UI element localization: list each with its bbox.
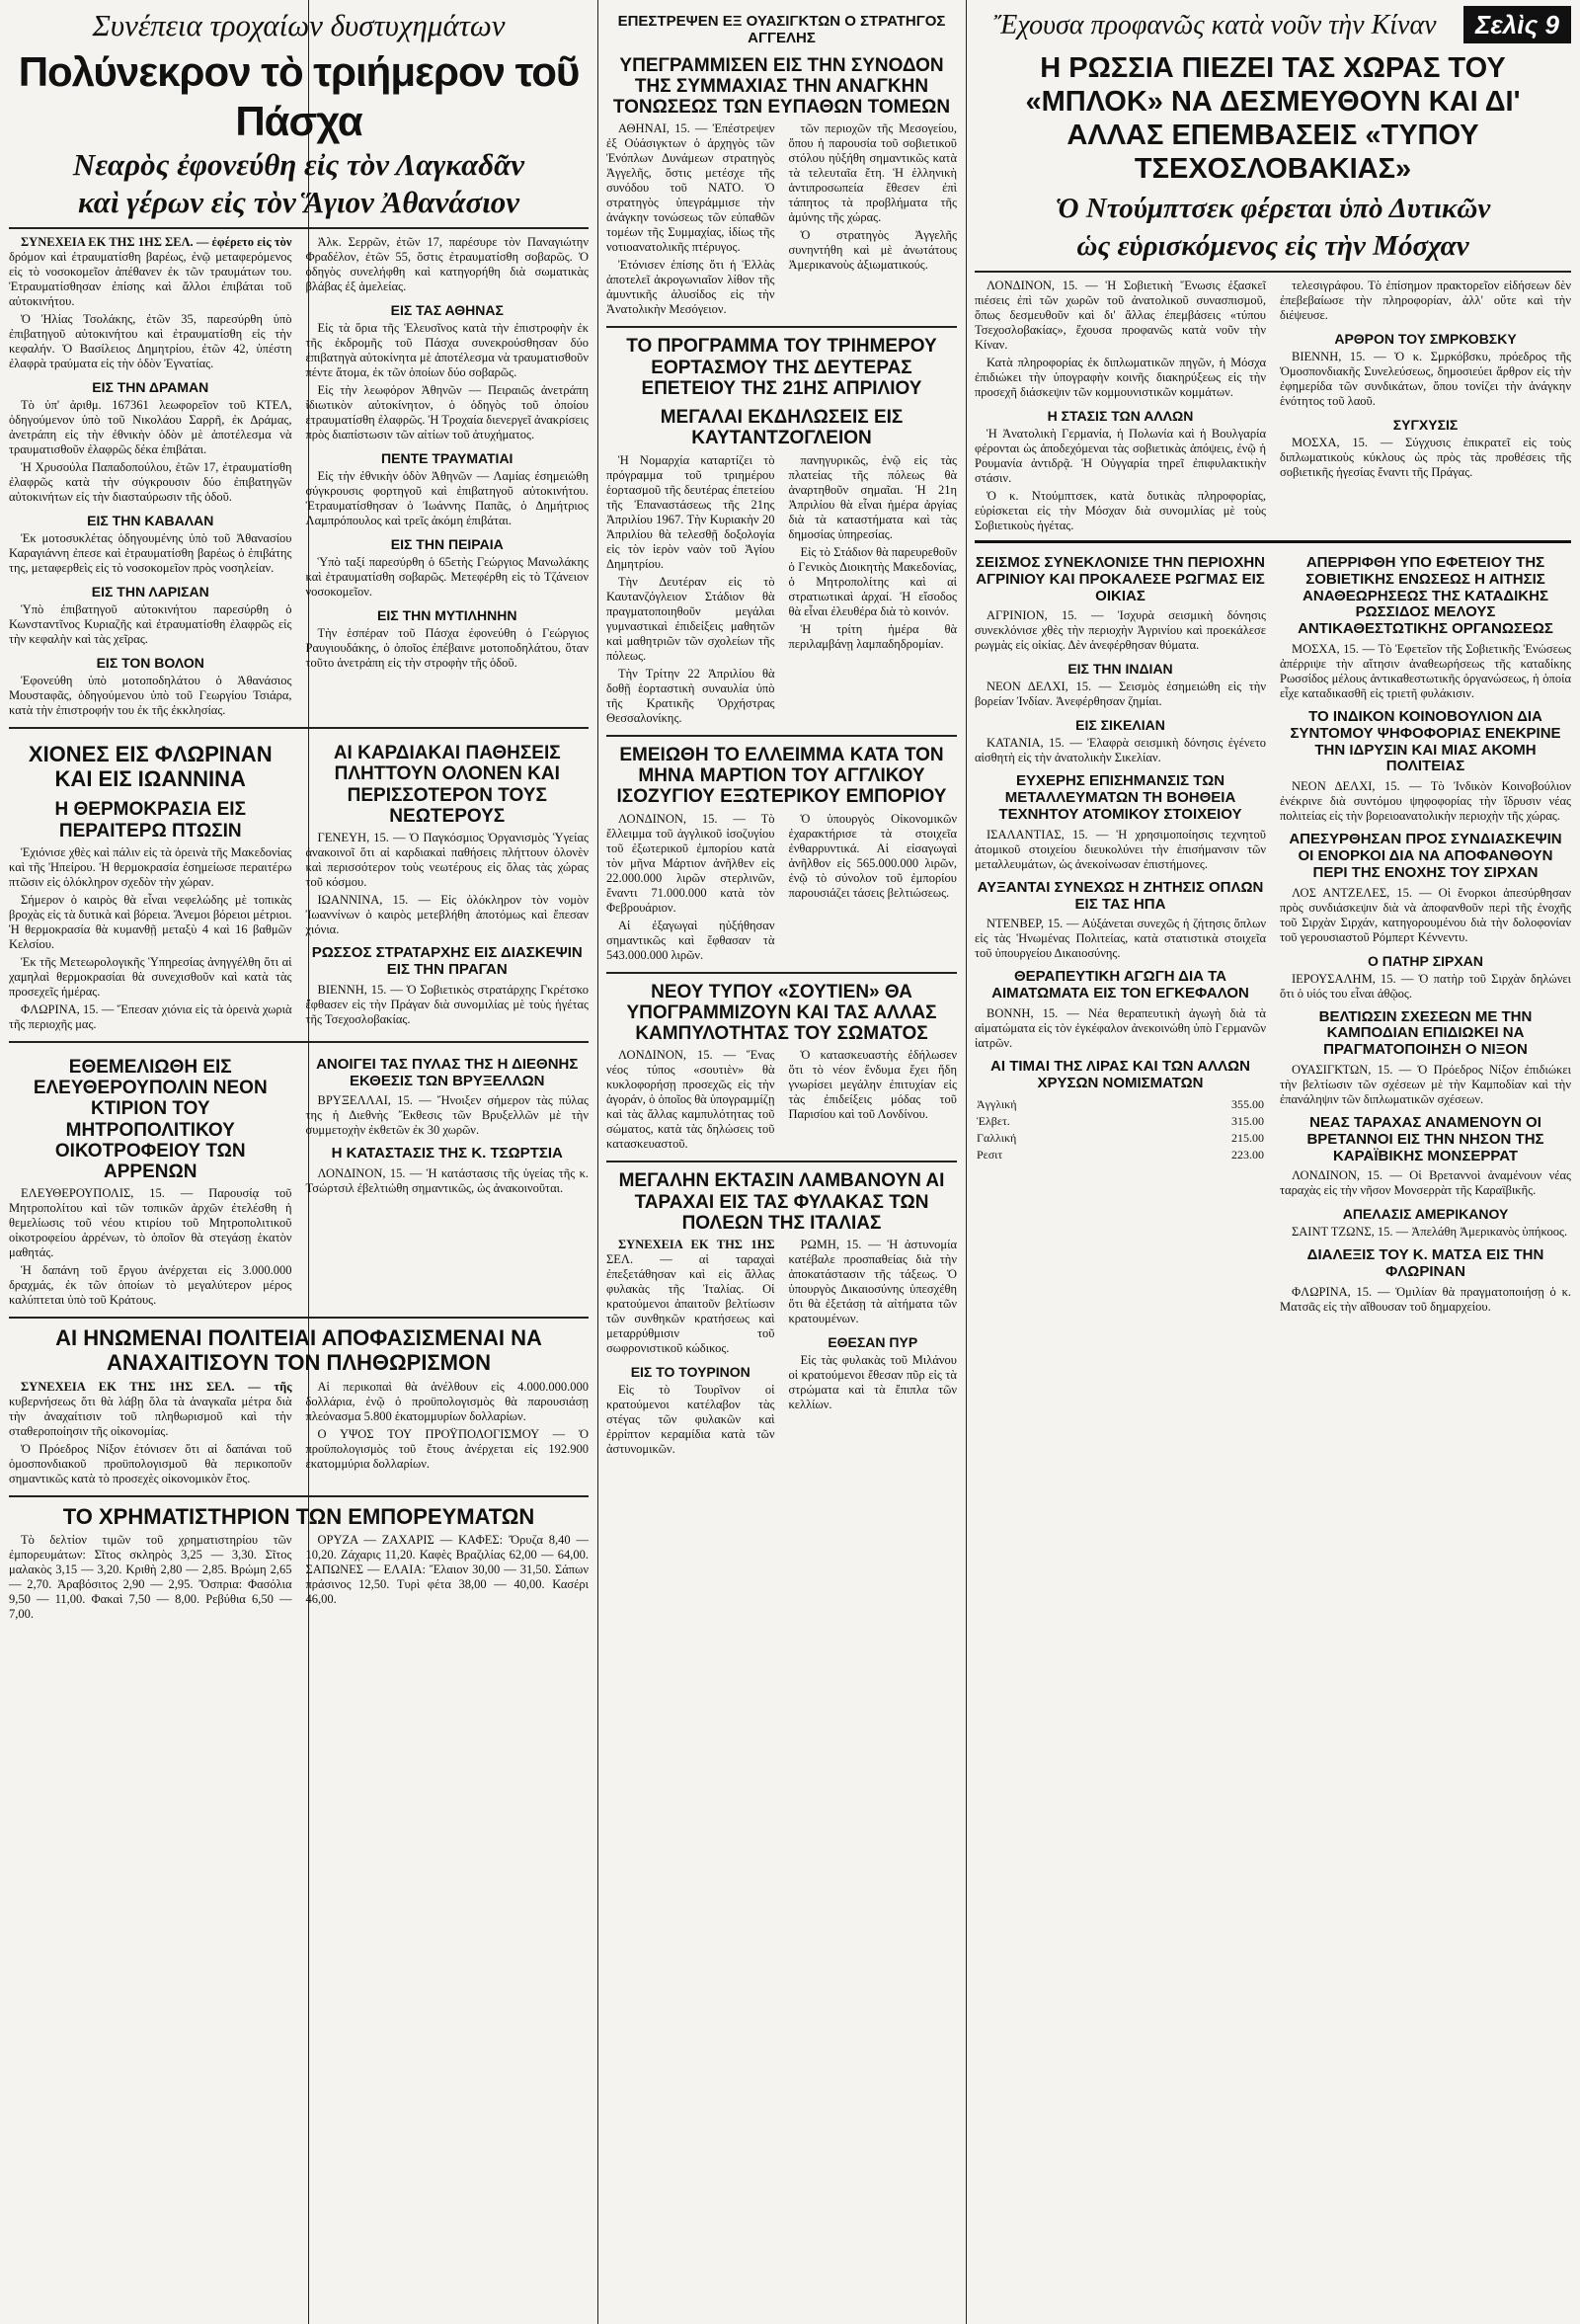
right-kicker: Ἔχουσα προφανῶς κατὰ νοῦν τὴν Κίναν bbox=[993, 10, 1437, 40]
body-text: Ἡ τρίτη ἡμέρα θὰ περιλαμβάνῃ λαμπαδηδρομίαν. bbox=[788, 621, 957, 651]
body-text: ΕΛΕΥΘΕΡΟΥΠΟΛΙΣ, 15. — Παρουσίᾳ τοῦ Μητροπολίτου καὶ τῶν τοπικῶν ἀρχῶν ἐτελέσθη ἡ θεμελίωσις τοῦ νέου κτιρίου τοῦ Μητροπολιτικοῦ οἰκοτροφείου ἀρρένων, τὸ ὁποῖον θὰ στεγάσῃ ἑκατὸν μαθητάς. bbox=[9, 1186, 292, 1260]
body-text: ΛΟΣ ΑΝΤΖΕΛΕΣ, 15. — Οἱ ἔνορκοι ἀπεσύρθησαν πρὸς συνδιάσκεψιν διὰ νὰ ἀποφανθοῦν περὶ τῆς ἐνοχῆς τοῦ Σιρχὰν Σιρχάν, κατηγορουμένου διὰ τὴν δολοφονίαν τοῦ γερουσιαστοῦ Ρόμπερτ Κέννεντυ. bbox=[1280, 885, 1571, 944]
body-text: ΙΕΡΟΥΣΑΛΗΜ, 15. — Ὁ πατὴρ τοῦ Σιρχὰν δηλώνει ὅτι ὁ υἱός του εἶναι ἀθῷος. bbox=[1280, 971, 1571, 1001]
headline-temperature: Η ΘΕΡΜΟΚΡΑΣΙΑ ΕΙΣ ΠΕΡΑΙΤΕΡΩ ΠΤΩΣΙΝ bbox=[54, 799, 246, 841]
body-text: Ἀλκ. Σερρῶν, ἐτῶν 17, παρέσυρε τὸν Παναγιώτην Φραδέλον, ἐτῶν 55, ὅστις ἐτραυματίσθη σοβαρῶς. Ὁ ὁδηγὸς συνελήφθη καὶ κατηγορήθη διὰ σωματικὰς βλάβας ἐξ ἀμελείας. bbox=[305, 235, 589, 293]
section-heading: ΕΙΣ ΤΗΝ ΚΑΒΑΛΑΝ bbox=[87, 513, 214, 528]
body-text: ΜΟΣΧΑ, 15. — Τὸ Ἐφετεῖον τῆς Σοβιετικῆς Ἑνώσεως ἀπέρριψε τὴν αἴτησιν ἀναθεωρήσεως τῆς καταδίκης Ρωσσίδος μέλους ἀντικαθεστωτικῆς ὀργανώσεως, ἡ ὁποία εἶχε καταδικασθῆ εἰς τριετῆ φυλάκισιν. bbox=[1280, 641, 1571, 700]
body-text: Ἡ δαπάνη τοῦ ἔργου ἀνέρχεται εἰς 3.000.000 δραχμάς, ἐκ τῶν ὁποίων τὸ μεγαλύτερον μέρος καλύπτεται ὑπὸ τοῦ Κράτους. bbox=[9, 1263, 292, 1308]
headline-trade-deficit: ΕΜΕΙΩΘΗ ΤΟ ΕΛΛΕΙΜΜΑ ΚΑΤΑ ΤΟΝ ΜΗΝΑ ΜΑΡΤΙΟΝ ΤΟΥ ΑΓΓΛΙΚΟΥ ΙΣΟΖΥΓΙΟΥ ΕΞΩΤΕΡΙΚΟΥ ΕΜΠΟΡΙΟΥ bbox=[616, 744, 947, 808]
column-1a-lower-4 bbox=[9, 1533, 292, 1625]
gold-prices-table bbox=[975, 1096, 1266, 1163]
body-text: Ὑπὸ ἐπιβατηγοῦ αὐτοκινήτου παρεσύρθη ὁ Κωνσταντῖνος Κυριαζῆς καὶ ἐτραυματίσθη ἐλαφρῶς εἰς τὴν κεφαλὴν καὶ τὰς χεῖρας. bbox=[9, 602, 292, 646]
mid-two-col-body-3 bbox=[606, 812, 957, 966]
coin-price: 223.00 bbox=[1231, 1147, 1264, 1162]
mid-col-b-5 bbox=[789, 1238, 958, 1460]
body-text: ΚΑΤΑΝΙΑ, 15. — Ἐλαφρὰ σεισμικὴ δόνησις ἐγένετο αἰσθητὴ εἰς τὴν ἀνατολικὴν Σικελίαν. bbox=[975, 736, 1266, 765]
left-subheadline-1: Νεαρὸς ἐφονεύθη εἰς τὸν Λαγκαδᾶν bbox=[72, 147, 525, 182]
left-subheadline-2: καὶ γέρων εἰς τὸν Ἅγιον Ἀθανάσιον bbox=[77, 185, 520, 219]
body-text: ΝΕΟΝ ΔΕΛΧΙ, 15. — Σεισμὸς ἐσημειώθη εἰς τὴν βορείαν Ἰνδίαν. Ἀνεφέρθησαν ζημίαι. bbox=[975, 680, 1266, 709]
right-col-a bbox=[975, 279, 1266, 536]
column-1b-lower bbox=[306, 735, 590, 1035]
section-heading: ΑΡΘΡΟΝ ΤΟΥ ΣΜΡΚΟΒΣΚΥ bbox=[1334, 331, 1517, 347]
mid-two-col-body-5 bbox=[606, 1238, 957, 1460]
body-text: ΒΙΕΝΝΗ, 15. — Ὁ κ. Σμρκόβσκυ, πρόεδρος τῆς Ὁμοσπονδιακῆς Συνελεύσεως, δημοσιεύει ἄρθρον εἰς τὴν ἐφημερίδα τῶν συνδικάτων, ὅπου τονίζει τὴν ἀνάγκην ἑνότητος τοῦ λαοῦ. bbox=[1280, 350, 1571, 408]
body-text: Ἐχιόνισε χθὲς καὶ πάλιν εἰς τὰ ὀρεινὰ τῆς Μακεδονίας καὶ τῆς Ἠπείρου. Ἡ θερμοκρασία ἐσημείωσε περαιτέρω πτῶσιν εἰς ὁλόκληρον σχεδὸν τὴν χώραν. bbox=[9, 844, 292, 889]
body-text: ΣΥΝΕΧΕΙΑ ΕΚ ΤΗΣ 1ΗΣ ΣΕΛ. — τῆς κυβερνήσεως ὅτι θὰ λάβῃ ὅλα τὰ ἀναγκαῖα μέτρα διὰ τὴν ἀναχαίτισιν τοῦ πληθωρισμοῦ καὶ τὴν σταθεροποίησιν τῆς οἰκονομίας. bbox=[9, 1379, 292, 1438]
mid-col-a-4 bbox=[606, 1048, 775, 1155]
left-two-col-body-4 bbox=[9, 1380, 589, 1489]
body-text: ΣΥΝΕΧΕΙΑ ΕΚ ΤΗΣ 1ΗΣ ΣΕΛ. — αἱ ταραχαὶ ἐπεξετάθησαν καὶ εἰς ἄλλας φυλακὰς τῆς Ἰταλίας. Οἱ κρατούμενοι ἀπαιτοῦν βελτίωσιν τῶν συνθηκῶν κρατήσεως καὶ μεταρρύθμισιν τοῦ σωφρονιστικοῦ κώδικος. bbox=[606, 1238, 775, 1356]
left-two-col-body-2 bbox=[9, 735, 589, 1035]
coin-price: 215.00 bbox=[1231, 1130, 1264, 1145]
body-text: Ὁ Πρόεδρος Νίξον ἐτόνισεν ὅτι αἱ δαπάναι τοῦ ὁμοσπονδιακοῦ προϋπολογισμοῦ θὰ περικοποῦν σημαντικῶς κατὰ τὸ προσεχὲς οἰκονομικὸν ἔτος. bbox=[9, 1441, 292, 1485]
body-text: Τὸ δελτίον τιμῶν τοῦ χρηματιστηρίου τῶν ἐμπορευμάτων: Σῖτος σκληρὸς 3,25 — 3,30. Σῖτος μαλακὸς 3,15 — 3,20. Κριθὴ 2,80 — 2,85. Βρώμη 2,65 — 2,70. Ἀραβόσιτος 2,90 — 2,95. Ὄσπρια: Φασόλια 9,50 — 11,00. Φακαὶ 7,50 — 8,00. Ρεβύθια 6,50 — 7,00. bbox=[9, 1533, 292, 1622]
section-heading: ΠΕΝΤΕ ΤΡΑΥΜΑΤΙΑΙ bbox=[381, 450, 514, 466]
body-text: Ἐκ μοτοσυκλέτας ὁδηγουμένης ὑπὸ τοῦ Ἀθανασίου Καραγιάννη ἐπεσε καὶ ἐτραυματίσθη βαρέως ὁ ἐπιβάτης της, μεταφερθεὶς εἰς τὸ νοσοκομεῖον πρὸς νοσηλείαν. bbox=[9, 531, 292, 575]
column-1b-lower-3 bbox=[306, 1380, 590, 1489]
body-text: Εἰς τὴν ἐθνικὴν ὁδὸν Ἀθηνῶν — Λαμίας ἐσημειώθη σύγκρουσις φορτηγοῦ καὶ ἐπιβατηγοῦ αὐτοκινήτου. Ἐτραυματίσθησαν ὁ Ἰωάννης Παπᾶς, ὁ Δημήτριος Λαμπρόπουλος καὶ τρεῖς ἀκόμη ἐπιβάται. bbox=[305, 469, 589, 527]
column-1b-lower-2 bbox=[306, 1049, 590, 1312]
body-text: ΡΩΜΗ, 15. — Ἡ ἀστυνομία κατέβαλε προσπαθείας διὰ τὴν ἀποκατάστασιν τῆς τάξεως. Ὁ ὑπουργὸς Δικαιοσύνης ὑπεσχέθη ὅτι θὰ ἐξετάσῃ τὰ αἰτήματα τῶν κρατουμένων. bbox=[788, 1238, 957, 1326]
body-text: Σήμερον ὁ καιρὸς θὰ εἶναι νεφελώδης μὲ τοπικὰς βροχὰς εἰς τὰ δυτικὰ καὶ βόρεια. Ἄνεμοι βόρειοι μέτριοι. Ἡ θερμοκρασία θὰ κυμανθῇ μεταξὺ 4 καὶ 16 βαθμῶν Κελσίου. bbox=[9, 892, 292, 951]
headline-soviet-marshal: ΡΩΣΣΟΣ ΣΤΡΑΤΑΡΧΗΣ ΕΙΣ ΔΙΑΣΚΕΨΙΝ ΕΙΣ ΤΗΝ ΠΡΑΓΑΝ bbox=[311, 944, 583, 978]
body-text: ΦΛΩΡΙΝΑ, 15. — Ὁμιλίαν θὰ πραγματοποιήσῃ ὁ κ. Ματσᾶς εἰς τὴν αἴθουσαν τοῦ δημαρχείου. bbox=[1280, 1284, 1571, 1314]
section-heading: ΕΙΣ ΤΗΝ ΜΥΤΙΛΗΝΗΝ bbox=[377, 607, 517, 623]
left-banner-headline: Πολύνεκρον τὸ τριήμερον τοῦ Πάσχα bbox=[18, 48, 580, 144]
divider bbox=[9, 727, 589, 729]
body-text: Αἱ περικοπαὶ θὰ ἀνέλθουν εἰς 4.000.000.000 δολλάρια, ἐνῷ ὁ προϋπολογισμὸς θὰ παρουσιάσῃ πλεόνασμα 5.800 ἑκατομμυρίων δολλαρίων. bbox=[305, 1379, 589, 1423]
section-heading: ΕΙΣ ΤΑΣ ΑΘΗΝΑΣ bbox=[390, 302, 504, 318]
body-text: ΟΡΥΖΑ — ΖΑΧΑΡΙΣ — ΚΑΦΕΣ: Ὄρυζα 8,40 — 10,20. Ζάχαρις 11,20. Καφὲς Βραζιλίας 62,00 — 64,00. ΣΑΠΩΝΕΣ — ΕΛΑΙΑ: Ἔλαιον 30,00 — 31,50. Σάπων πράσινος 12,50. Τυρὶ φέτα 38,00 — 40,00. Κασέρι 46,00. bbox=[305, 1533, 589, 1607]
divider bbox=[9, 1317, 589, 1319]
body-text: Κατὰ πληροφορίας ἐκ διπλωματικῶν πηγῶν, ἡ Μόσχα ἐπιδιώκει τὴν ὑπογραφὴν κοινῆς διακηρύξεως εἰς τὴν προσεχῆ διάσκεψιν τῶν κομμουνιστικῶν κομμάτων. bbox=[975, 356, 1266, 399]
headline-nixon-cambodia: ΒΕΛΤΙΩΣΙΝ ΣΧΕΣΕΩΝ ΜΕ ΤΗΝ ΚΑΜΠΟΔΙΑΝ ΕΠΙΔΙΩΚΕΙ ΝΑ ΠΡΑΓΜΑΤΟΠΟΙΗΣΗ Ο ΝΙΞΟΝ bbox=[1318, 1007, 1533, 1059]
coin-price: 355.00 bbox=[1231, 1096, 1264, 1111]
headline-ore-detection: ΕΥΧΕΡΗΣ ΕΠΙΣΗΜΑΝΣΙΣ ΤΩΝ ΜΕΤΑΛΛΕΥΜΑΤΩΝ ΤΗ ΒΟΗΘΕΙΑ ΤΕΧΝΗΤΟΥ ΑΤΟΜΙΚΟΥ ΣΤΟΙΧΕΙΟΥ bbox=[998, 772, 1242, 823]
headline-angelis-kicker: ΕΠΕΣΤΡΕΨΕΝ ΕΞ ΟΥΑΣΙΓΚΤΩΝ Ο ΣΤΡΑΤΗΓΟΣ ΑΓΓΕΛΗΣ bbox=[617, 13, 946, 46]
body-text: Ἐφονεύθη ὑπὸ μοτοποδηλάτου ὁ Ἀθανάσιος Μουσταφᾶς, ὁδηγούμενου ὑπὸ τοῦ Γεωργίου Τσιάρα, κατὰ τὴν ἐπιστροφήν του ἐκ τῆς ἐκκλησίας. bbox=[9, 674, 292, 717]
section-heading: ΕΙΣ ΤΟ ΤΟΥΡΙΝΟΝ bbox=[630, 1364, 750, 1381]
section-heading: ΕΙΣ ΤΗΝ ΠΕΙΡΑΙΑ bbox=[390, 536, 504, 552]
headline-italy-prisons: ΜΕΓΑΛΗΝ ΕΚΤΑΣΙΝ ΛΑΜΒΑΝΟΥΝ ΑΙ ΤΑΡΑΧΑΙ ΕΙΣ ΤΑΣ ΦΥΛΑΚΑΣ ΤΩΝ ΠΟΛΕΩΝ ΤΗΣ ΙΤΑΛΙΑΣ bbox=[618, 1170, 945, 1234]
body-text: ΛΟΝΔΙΝΟΝ, 15. — Ἡ κατάστασις τῆς ὑγείας τῆς κ. Τσώρτσιλ ἐβελτιώθη σημαντικῶς, ὡς ἀνακοινοῦται. bbox=[305, 1166, 589, 1196]
divider bbox=[606, 1161, 957, 1162]
right-two-col-body bbox=[975, 279, 1571, 536]
body-text: Εἰς τὰ ὅρια τῆς Ἑλευσῖνος κατὰ τὴν ἐπιστροφὴν ἐκ τῆς ἐκδρομῆς τοῦ Πάσχα συνεκρούσθησαν δύο ἐπιβατηγὰ αὐτοκίνητα μὲ ἀποτέλεσμα νὰ τραυματισθοῦν πέντε ἄτομα, ἐκ τῶν ὁποίων δύο σοβαρῶς. bbox=[305, 321, 589, 379]
headline-matsas-lecture: ΔΙΑΛΕΞΙΣ ΤΟΥ Κ. ΜΑΤΣΑ ΕΙΣ ΤΗΝ ΦΛΩΡΙΝΑΝ bbox=[1306, 1246, 1544, 1281]
headline-sirhan-jury: ΑΠΕΣΥΡΘΗΣΑΝ ΠΡΟΣ ΣΥΝΔΙΑΣΚΕΨΙΝ ΟΙ ΕΝΟΡΚΟΙ ΔΙΑ ΝΑ ΑΠΟΦΑΝΘΟΥΝ ΠΕΡΙ ΤΗΣ ΕΝΟΧΗΣ ΤΟΥ ΣΙΡΧΑΝ bbox=[1289, 831, 1562, 881]
headline-russia-bloc: Η ΡΩΣΣΙΑ ΠΙΕΖΕΙ ΤΑΣ ΧΩΡΑΣ ΤΟΥ «ΜΠΛΟΚ» ΝΑ ΔΕΣΜΕΥΘΟΥΝ ΚΑΙ ΔΙ' ΑΛΛΑΣ ΕΠΕΜΒΑΣΕΙΣ «ΤΥΠΟΥ ΤΣΕΧΟΣΛΟΒΑΚΙΑΣ» bbox=[1025, 52, 1521, 185]
headline-heart-disease: ΑΙ ΚΑΡΔΙΑΚΑΙ ΠΑΘΗΣΕΙΣ ΠΛΗΤΤΟΥΝ ΟΛΟΝΕΝ ΚΑΙ ΠΕΡΙΣΣΟΤΕΡΟΝ ΤΟΥΣ ΝΕΩΤΕΡΟΥΣ bbox=[333, 743, 561, 827]
body-text: ΜΟΣΧΑ, 15. — Σύγχυσις ἐπικρατεῖ εἰς τοὺς διπλωματικοὺς κύκλους ὡς πρὸς τὰς προθέσεις τῆς σοβιετικῆς ἡγεσίας ἔναντι τῆς Πράγας. bbox=[1280, 436, 1571, 479]
right-two-col-body-2 bbox=[975, 547, 1571, 1318]
coin-name: Γαλλική bbox=[977, 1130, 1017, 1145]
mid-col-a bbox=[606, 121, 775, 320]
section-heading: Η ΣΤΑΣΙΣ ΤΩΝ ΑΛΛΩΝ bbox=[1047, 408, 1194, 424]
page-number-badge: Σελὶς 9 bbox=[1463, 6, 1571, 43]
right-col-b-2 bbox=[1280, 547, 1571, 1318]
mid-col-b-3 bbox=[789, 812, 958, 966]
right-block bbox=[966, 0, 1580, 1318]
mid-col-b-2 bbox=[789, 453, 958, 729]
body-text: Ὁ κ. Ντούμπτσεκ, κατὰ δυτικὰς πληροφορίας, εὑρίσκεται εἰς τὴν Μόσχαν διὰ συνομιλίας μὲ τοὺς Σοβιετικοὺς ἡγέτας. bbox=[975, 489, 1266, 532]
mid-col-b bbox=[789, 121, 958, 320]
middle-column bbox=[597, 0, 966, 1460]
headline-gold-sovereign-prices: ΑΙ ΤΙΜΑΙ ΤΗΣ ΛΙΡΑΣ ΚΑΙ ΤΩΝ ΑΛΛΩΝ ΧΡΥΣΩΝ ΝΟΜΙΣΜΑΤΩΝ bbox=[990, 1057, 1250, 1091]
body-text: Ὑπὸ ταξί παρεσύρθη ὁ 65ετὴς Γεώργιος Μανωλάκης καὶ ἐτραυματίσθη σοβαρῶς. Μετεφέρθη εἰς τὸ Τζάνειον νοσοκομεῖον. bbox=[305, 555, 589, 599]
body-text: Ὁ κατασκευαστὴς ἐδήλωσεν ὅτι τὸ νέον ἔνδυμα ἔχει ἤδη γνωρίσει μεγάλην ἐπιτυχίαν εἰς τὰς ἐπιδείξεις μόδας τοῦ Παρισίου καὶ τοῦ Λονδίνου. bbox=[788, 1048, 957, 1122]
headline-commodity-exchange: ΤΟ ΧΡΗΜΑΤΙΣΤΗΡΙΟΝ ΤΩΝ ΕΜΠΟΡΕΥΜΑΤΩΝ bbox=[62, 1503, 535, 1529]
column-1a-lower-3 bbox=[9, 1380, 292, 1489]
section-heading: Ο ΠΑΤΗΡ ΣΙΡΧΑΝ bbox=[1368, 952, 1483, 969]
mid-col-a-5 bbox=[606, 1238, 775, 1460]
divider bbox=[606, 326, 957, 328]
body-text: Εἰς τὴν λεωφόρον Ἀθηνῶν — Πειραιῶς ἀνετράπη ἰδιωτικὸν αὐτοκίνητον, ὁ ὁδηγὸς τοῦ ὁποίου ἐτραυματίσθη ἐλαφρῶς. Ἡ Τροχαία διενεργεῖ ἀνακρίσεις πρὸς διαπίστωσιν τῶν αἰτίων τοῦ ἀτυχήματος. bbox=[305, 383, 589, 441]
coin-name: Ἑλβετ. bbox=[977, 1113, 1010, 1128]
body-text: τῶν περιοχῶν τῆς Μεσογείου, ὅπου ἡ παρουσία τοῦ σοβιετικοῦ στόλου ηὐξήθη σημαντικῶς κατὰ τὰ τελευταῖα ἔτη. Ἡ ἑλληνικὴ ἀντιπροσωπεία ἔθεσεν ἐπὶ τάπητος τὰ προβλήματα τῆς ἀμύνης τῆς χώρας. bbox=[788, 121, 957, 225]
headline-soviet-appeal: ΑΠΕΡΡΙΦΘΗ ΥΠΟ ΕΦΕΤΕΙΟΥ ΤΗΣ ΣΟΒΙΕΤΙΚΗΣ ΕΝΩΣΕΩΣ Η ΑΙΤΗΣΙΣ ΑΝΑΘΕΩΡΗΣΕΩΣ ΤΗΣ ΚΑΤΑΔΙΚΗΣ ΡΩΣΣΙΔΟΣ ΜΕΛΟΥΣ ΑΝΤΙΚΑΘΕΣΤΩΤΙΚΗΣ ΟΡΓΑΝΩΣΕΩΣ bbox=[1298, 554, 1553, 638]
column-1a-lower bbox=[9, 735, 292, 1035]
divider bbox=[9, 1495, 589, 1497]
body-text: πανηγυρικῶς, ἐνῷ εἰς τὰς πλατείας τῆς πόλεως θὰ ἀναρτηθοῦν σημαῖαι. Ἡ 21η Ἀπριλίου θὰ εἶναι ἡμέρα ἀργίας διὰ τὰ καταστήματα καὶ τὰς δημοσίας ὑπηρεσίας. bbox=[788, 452, 957, 541]
body-text: Εἰς τὰς φυλακὰς τοῦ Μιλάνου οἱ κρατούμενοι ἔθεσαν πῦρ εἰς τὰ στρώματα καὶ τὰ ἔπιπλα τῶν κελλίων. bbox=[788, 1353, 957, 1412]
body-text: ΑΓΡΙΝΙΟΝ, 15. — Ἰσχυρὰ σεισμικὴ δόνησις συνεκλόνισε χθὲς τὴν περιοχὴν Ἀγρινίου καὶ προεκάλεσε ρωγμὰς εἰς οἰκίας. Δὲν ἀνεφέρθησαν θύματα. bbox=[975, 608, 1266, 653]
section-heading: ΑΠΕΛΑΣΙΣ ΑΜΕΡΙΚΑΝΟΥ bbox=[1342, 1206, 1509, 1223]
headline-montserrat: ΝΕΑΣ ΤΑΡΑΧΑΣ ΑΝΑΜΕΝΟΥΝ ΟΙ ΒΡΕΤΑΝΝΟΙ ΕΙΣ ΤΗΝ ΝΗΣΟΝ ΤΗΣ ΚΑΡΑΪΒΙΚΗΣ ΜΟΝΣΕΡΡΑΤ bbox=[1306, 1113, 1544, 1164]
body-text: ΛΟΝΔΙΝΟΝ, 15. — Ἕνας νέος τύπος «σουτιὲν» θὰ κυκλοφορήσῃ προσεχῶς εἰς τὴν ἀγοράν, ὁ ὁποῖος θὰ ὑπογραμμίζῃ καὶ τὰς ἄλλας καμπυλότητας τοῦ σώματος, κατὰ τὰς δηλώσεις τοῦ κατασκευαστοῦ. bbox=[606, 1048, 775, 1152]
gold-price-row bbox=[975, 1147, 1266, 1163]
body-text: Τὴν Δευτέραν εἰς τὸ Καυτανζόγλειον Στάδιον θὰ πραγματοποιηθοῦν μεγάλαι γυμναστικαὶ ἐπιδείξεις μαθητῶν καὶ μαθητριῶν τῶν σχολείων τῆς πόλεως. bbox=[606, 574, 775, 663]
body-text: Ὁ Ἠλίας Τσολάκης, ἐτῶν 35, παρεσύρθη ὑπὸ ἐπιβατηγοῦ αὐτοκινήτου καὶ ἐτραυματίσθη εἰς τὴν κεφαλήν. Ὁ Βασίλειος Δημητρίου, ἐτῶν 42, ὑπέστη ἐλαφρὰ τραύματα εἰς τὴν ὁδὸν Ἐγνατίας. bbox=[9, 312, 292, 370]
section-heading: ΕΙΣ ΤΟΝ ΒΟΛΟΝ bbox=[96, 655, 204, 671]
body-text: Τὴν ἑσπέραν τοῦ Πάσχα ἐφονεύθη ὁ Γεώργιος Ραυγιουδάκης, ὁ ὁποῖος ἐπέβαινε μοτοποδηλάτου, ὅταν τοῦτο ἀνετράπη εἰς τὴν στροφὴν τῆς ὁδοῦ. bbox=[305, 626, 589, 670]
right-subheadline-2: ὡς εὑρισκόμενος εἰς τὴν Μόσχαν bbox=[1076, 230, 1469, 262]
body-text: τελεσιγράφου. Τὸ ἐπίσημον πρακτορεῖον εἰδήσεων δὲν ἐπεβεβαίωσε τὴν πληροφορίαν, ἀλλ' οὔτε καὶ τὴν διέψευσε. bbox=[1280, 279, 1571, 322]
body-text: Εἰς τὸ Στάδιον θὰ παρευρεθοῦν ὁ Γενικὸς Διοικητὴς Μακεδονίας, ὁ Μητροπολίτης καὶ αἱ στρατιωτικαὶ ἀρχαί. Ἡ εἴσοδος θὰ εἶναι ἐλευθέρα διὰ τὸ κοινόν. bbox=[788, 544, 957, 618]
body-text: Ἡ Νομαρχία καταρτίζει τὸ πρόγραμμα τοῦ τριημέρου ἑορτασμοῦ τῆς δευτέρας ἐπετείου τῆς Ἐπαναστάσεως τῆς 21ης Ἀπριλίου 1967. Τὴν Κυριακὴν 20 Ἀπριλίου θὰ τελεσθῇ δοξολογία εἰς τὸν ἱερὸν ναὸν τοῦ Ἁγίου Δημητρίου. bbox=[606, 452, 775, 571]
right-col-a-2 bbox=[975, 547, 1266, 1318]
right-col-b bbox=[1280, 279, 1571, 536]
right-subheadline-1: Ὁ Ντούμπτσεκ φέρεται ὑπὸ Δυτικῶν bbox=[1055, 193, 1491, 224]
headline-inflation: ΑΙ ΗΝΩΜΕΝΑΙ ΠΟΛΙΤΕΙΑΙ ΑΠΟΦΑΣΙΣΜΕΝΑΙ ΝΑ ΑΝΑΧΑΙΤΙΣΟΥΝ ΤΟΝ ΠΛΗΘΩΡΙΣΜΟΝ bbox=[55, 1325, 542, 1375]
section-heading: ΕΘΕΣΑΝ ΠΥΡ bbox=[828, 1334, 918, 1351]
body-text: ΙΣΑΛΑΝΤΙΑΣ, 15. — Ἡ χρησιμοποίησις τεχνητοῦ ἀτομικοῦ στοιχείου διευκολύνει τὴν ἐπισήμανσιν τῶν μεταλλευμάτων, ὡς ἀνεκοίνωσαν ἐπιστήμονες. bbox=[975, 827, 1266, 871]
headline-arms-demand: ΑΥΞΑΝΤΑΙ ΣΥΝΕΧΩΣ Η ΖΗΤΗΣΙΣ ΟΠΛΩΝ ΕΙΣ ΤΑΣ ΗΠΑ bbox=[977, 878, 1264, 913]
section-heading: ΕΙΣ ΤΗΝ ΛΑΡΙΣΑΝ bbox=[91, 584, 209, 600]
left-two-col-body-5 bbox=[9, 1533, 589, 1625]
coin-price: 315.00 bbox=[1231, 1113, 1264, 1128]
body-text: ΒΡΥΞΕΛΛΑΙ, 15. — Ἤνοιξεν σήμερον τὰς πύλας της ἡ Διεθνὴς Ἔκθεσις τῶν Βρυξελλῶν μὲ τὴν συμμετοχὴν ἐκθετῶν ἐκ 30 χωρῶν. bbox=[305, 1093, 589, 1138]
body-text: ΑΘΗΝΑΙ, 15. — Ἐπέστρεψεν ἐξ Οὐάσιγκτων ὁ ἀρχηγὸς τῶν Ἐνόπλων Δυνάμεων στρατηγὸς Ἀγγελῆς, ὅστις μετέσχε τῆς συνόδου τοῦ ΝΑΤΟ. Ὁ στρατηγὸς ὑπεγράμμισε τὴν ἀνάγκην τονώσεως τῶν εὐπαθῶν τομέων τῆς Συμμαχίας, ἰδίως τῆς νοτιοανατολικῆς πτέρυγος. bbox=[606, 121, 775, 255]
body-text: Ἡ Χρυσούλα Παπαδοπούλου, ἐτῶν 17, ἐτραυματίσθη ἐλαφρῶς κατὰ τὴν σύγκρουσιν δύο ἐπιβατηγῶν αὐτοκινήτων εἰς τὴν διασταύρωσιν τῆς ὁδοῦ. bbox=[9, 460, 292, 504]
body-text: ΦΛΩΡΙΝΑ, 15. — Ἔπεσαν χιόνια εἰς τὰ ὀρεινὰ χωριὰ τῆς περιοχῆς μας. bbox=[9, 1002, 292, 1031]
body-text: Ἡ Ἀνατολικὴ Γερμανία, ἡ Πολωνία καὶ ἡ Βουλγαρία φέρονται ὡς ἀποδεχόμεναι τὰς σοβιετικὰς ἀπόψεις, ἐνῷ ἡ Ρουμανία ἀντιδρᾷ. Ἡ Οὐγγαρία τηρεῖ ἐπιφυλακτικὴν στάσιν. bbox=[975, 427, 1266, 485]
body-text: ΛΟΝΔΙΝΟΝ, 15. — Τὸ ἔλλειμμα τοῦ ἀγγλικοῦ ἰσοζυγίου τοῦ ἐξωτερικοῦ ἐμπορίου κατὰ τὸν μῆνα Μάρτιον ἀνῆλθεν εἰς 22.000.000 λιρῶν στερλινῶν, ἔναντι 71.000.000 κατὰ τὸν Φεβρουάριον. bbox=[606, 811, 775, 915]
section-heading: ΕΙΣ ΤΗΝ ΙΝΔΙΑΝ bbox=[1067, 661, 1173, 678]
mid-col-a-2 bbox=[606, 453, 775, 729]
column-1a-lower-2 bbox=[9, 1049, 292, 1312]
left-two-col-body bbox=[9, 235, 589, 721]
body-text: Ἐτόνισεν ἐπίσης ὅτι ἡ Ἑλλὰς ἀποτελεῖ ἀκρογωνιαῖον λίθον τῆς ἀμυντικῆς ἀλυσίδος εἰς τὴν Ἀνατολικὴν Μεσόγειον. bbox=[606, 258, 775, 317]
headline-orphanage: ΕΘΕΜΕΛΙΩΘΗ ΕΙΣ ΕΛΕΥΘΕΡΟΥΠΟΛΙΝ ΝΕΟΝ ΚΤΙΡΙΟΝ ΤΟΥ ΜΗΤΡΟΠΟΛΙΤΙΚΟΥ ΟΙΚΟΤΡΟΦΕΙΟΥ ΤΩΝ ΑΡΡΕΝΩΝ bbox=[33, 1056, 268, 1183]
headline-snow: ΧΙΟΝΕΣ ΕΙΣ ΦΛΩΡΙΝΑΝ ΚΑΙ ΕΙΣ ΙΩΑΝΝΙΝΑ bbox=[28, 742, 273, 791]
body-text: Εἰς τὸ Τουρῖνον οἱ κρατούμενοι κατέλαβον τὰς στέγας τῶν φυλακῶν καὶ ἐρρίπτον κεραμίδια κατὰ τῶν ἀστυνομικῶν. bbox=[606, 1383, 775, 1457]
section-heading: ΕΙΣ ΣΙΚΕΛΙΑΝ bbox=[1075, 717, 1165, 734]
left-block bbox=[0, 0, 597, 1625]
body-text: Ὁ στρατηγὸς Ἀγγελῆς συνηντήθη καὶ μὲ ἀνωτάτους Ἀμερικανοὺς ἀξιωματικούς. bbox=[788, 228, 957, 273]
column-1a bbox=[9, 235, 292, 721]
divider bbox=[9, 227, 589, 229]
column-1b-lower-4 bbox=[306, 1533, 590, 1625]
headline-new-bra: ΝΕΟΥ ΤΥΠΟΥ «ΣΟΥΤΙΕΝ» ΘΑ ΥΠΟΓΡΑΜΜΙΖΟΥΝ ΚΑΙ ΤΑΣ ΑΛΛΑΣ ΚΑΜΠΥΛΟΤΗΤΑΣ ΤΟΥ ΣΩΜΑΤΟΣ bbox=[626, 981, 937, 1045]
headline-nato: ΥΠΕΓΡΑΜΜΙΣΕΝ ΕΙΣ ΤΗΝ ΣΥΝΟΔΟΝ ΤΗΣ ΣΥΜΜΑΧΙΑΣ ΤΗΝ ΑΝΑΓΚΗΝ ΤΟΝΩΣΕΩΣ ΤΩΝ ΕΥΠΑΘΩΝ ΤΟΜΕΩΝ bbox=[612, 54, 951, 119]
body-text: Τὸ ὑπ' ἀριθμ. 167361 λεωφορεῖον τοῦ ΚΤΕΛ, ὁδηγούμενον ὑπὸ τοῦ Νικολάου Σαρρῆ, ἐκ Δράμας, ἀνετράπη εἰς τὴν ἐθνικὴν ὁδὸν μὲ ἀποτέλεσμα νὰ τραυματισθοῦν ἐλαφρῶς δέκα ἐπιβάται. bbox=[9, 398, 292, 456]
column-1b bbox=[306, 235, 590, 721]
body-text: ΣΥΝΕΧΕΙΑ ΕΚ ΤΗΣ 1ΗΣ ΣΕΛ. — ἐφέρετο εἰς τὸν δρόμον καὶ ἐτραυματίσθη βαρέως, ἐνῷ μεταφερόμενος εἰς τὸ νοσοκομεῖον ἀπέθανεν ἐκ τῶν τραυμάτων του. Ἐτραυματίσθησαν ἐπίσης καὶ ἄλλοι ἐπιβάται τοῦ αὐτοκινήτου. bbox=[9, 235, 292, 308]
coin-name: Ἀγγλική bbox=[977, 1096, 1017, 1111]
headline-brussels-fair: ΑΝΟΙΓΕΙ ΤΑΣ ΠΥΛΑΣ ΤΗΣ Η ΔΙΕΘΝΗΣ ΕΚΘΕΣΙΣ ΤΩΝ ΒΡΥΞΕΛΛΩΝ bbox=[316, 1055, 579, 1089]
left-two-col-body-3 bbox=[9, 1049, 589, 1312]
divider bbox=[9, 1041, 589, 1043]
body-text: ΝΤΕΝΒΕΡ, 15. — Αὐξάνεται συνεχῶς ἡ ζήτησις ὅπλων εἰς τὰς Ἡνωμένας Πολιτείας, κατὰ στατιστικὰ στοιχεῖα τοῦ ὑπουργείου Δικαιοσύνης. bbox=[975, 917, 1266, 961]
coin-name: Ρεσιτ bbox=[977, 1147, 1003, 1162]
divider bbox=[975, 271, 1571, 273]
body-text: Ὁ ὑπουργὸς Οἰκονομικῶν ἐχαρακτήρισε τὰ στοιχεῖα ἐνθαρρυντικά. Αἱ εἰσαγωγαὶ ἀνῆλθον εἰς 565.000.000 λιρῶν, ἐνῷ τὸ σύνολον τοῦ ἐμπορίου παρουσιάζει τάσεις βελτιώσεως. bbox=[788, 811, 957, 900]
mid-two-col-body-4 bbox=[606, 1048, 957, 1155]
mid-two-col-body bbox=[606, 121, 957, 320]
headline-churchill: Η ΚΑΤΑΣΤΑΣΙΣ ΤΗΣ Κ. ΤΣΩΡΤΣΙΑ bbox=[331, 1145, 563, 1162]
headline-brain-hematoma: ΘΕΡΑΠΕΥΤΙΚΗ ΑΓΩΓΗ ΔΙΑ ΤΑ ΑΙΜΑΤΩΜΑΤΑ ΕΙΣ ΤΟΝ ΕΓΚΕΦΑΛΟΝ bbox=[991, 968, 1249, 1002]
body-text: ΒΟΝΝΗ, 15. — Νέα θεραπευτικὴ ἀγωγὴ διὰ τὰ αἱματώματα εἰς τὸν ἐγκέφαλον ἀνεκοινώθη ὑπὸ Γερμανῶν ἰατρῶν. bbox=[975, 1005, 1266, 1050]
divider bbox=[975, 540, 1571, 543]
headline-earthquake-agrinio: ΣΕΙΣΜΟΣ ΣΥΝΕΚΛΟΝΙΣΕ ΤΗΝ ΠΕΡΙΟΧΗΝ ΑΓΡΙΝΙΟΥ ΚΑΙ ΠΡΟΚΑΛΕΣΕ ΡΩΓΜΑΣ ΕΙΣ ΟΙΚΙΑΣ bbox=[976, 554, 1265, 604]
body-text: Αἱ ἐξαγωγαὶ ηὐξήθησαν σημαντικῶς καὶ ἔφθασαν τὰ 543.000.000 λιρῶν. bbox=[606, 918, 775, 962]
section-heading: ΕΙΣ ΤΗΝ ΔΡΑΜΑΝ bbox=[92, 379, 209, 395]
body-text: ΒΙΕΝΝΗ, 15. — Ὁ Σοβιετικὸς στρατάρχης Γκρέτσκο ἔφθασεν εἰς τὴν Πράγαν διὰ συνομιλίας μὲ τοὺς ἡγέτας τῆς Τσεχοσλοβακίας. bbox=[305, 982, 589, 1026]
gold-price-row bbox=[975, 1130, 1266, 1147]
body-text: ΛΟΝΔΙΝΟΝ, 15. — Ἡ Σοβιετικὴ Ἕνωσις ἐξασκεῖ πιέσεις ἐπὶ τῶν χωρῶν τοῦ ἀνατολικοῦ συνασπισμοῦ, ὅπως δεσμευθοῦν καὶ δι' ἄλλας ἐπεμβάσεις «τύπου Τσεχοσλοβακίας», ἔχουσα προφανῶς κατὰ νοῦν τὴν Κίναν. bbox=[975, 279, 1266, 352]
divider bbox=[606, 735, 957, 737]
body-text: ΟΥΑΣΙΓΚΤΩΝ, 15. — Ὁ Πρόεδρος Νίξον ἐπιδιώκει τὴν βελτίωσιν τῶν σχέσεων μὲ τὴν Καμποδίαν καὶ τὴν ἐπανάληψιν τῶν διπλωματικῶν σχέσεων. bbox=[1280, 1062, 1571, 1106]
gold-price-row bbox=[975, 1096, 1266, 1113]
mid-col-b-4 bbox=[789, 1048, 958, 1155]
body-text: Ἐκ τῆς Μετεωρολογικῆς Ὑπηρεσίας ἀνηγγέλθη ὅτι αἱ χαμηλαὶ θερμοκρασίαι θὰ συνεχισθοῦν καὶ κατὰ τὰς προσεχεῖς ἡμέρας. bbox=[9, 954, 292, 999]
left-kicker: Συνέπεια τροχαίων δυστυχημάτων bbox=[92, 8, 506, 42]
body-text: Τὴν Τρίτην 22 Ἀπριλίου θὰ δοθῇ ἑορταστικὴ συναυλία ὑπὸ τῆς Κρατικῆς Ὀρχήστρας Θεσσαλονίκης. bbox=[606, 666, 775, 725]
body-text: ΙΩΑΝΝΙΝΑ, 15. — Εἰς ὁλόκληρον τὸν νομὸν Ἰωαννίνων ὁ καιρὸς μετεβλήθη ἀποτόμως καὶ ἔπεσαν χιόνια. bbox=[305, 893, 589, 937]
mid-two-col-body-2 bbox=[606, 453, 957, 729]
body-text: ΛΟΝΔΙΝΟΝ, 15. — Οἱ Βρεταννοὶ ἀναμένουν νέας ταραχὰς εἰς τὴν νῆσον Μονσερρὰτ τῆς Καραϊβικῆς. bbox=[1280, 1168, 1571, 1198]
body-text: ΣΑΙΝΤ ΤΖΩΝΣ, 15. — Ἀπελάθη Ἀμερικανὸς ὑπήκοος. bbox=[1292, 1225, 1568, 1240]
section-heading: ΣΥΓΧΥΣΙΣ bbox=[1392, 417, 1459, 433]
gold-price-row bbox=[975, 1113, 1266, 1130]
body-text: ΝΕΟΝ ΔΕΛΧΙ, 15. — Τὸ Ἰνδικὸν Κοινοβούλιον ἐνέκρινε διὰ συντόμου ψηφοφορίας τὴν ἵδρυσιν νέας πολιτείας εἰς τὴν βορειοανατολικὴν περιοχὴν τῆς χώρας. bbox=[1280, 779, 1571, 824]
divider bbox=[606, 972, 957, 974]
body-text: Ο ΥΨΟΣ ΤΟΥ ΠΡΟΫΠΟΛΟΓΙΣΜΟΥ — Ὁ προϋπολογισμὸς τοῦ ἔτους ἀνέρχεται εἰς 192.900 ἑκατομμύρια δολλαρίων. bbox=[305, 1426, 589, 1471]
body-text: ΓΕΝΕΥΗ, 15. — Ὁ Παγκόσμιος Ὀργανισμὸς Ὑγείας ἀνακοινοῖ ὅτι αἱ καρδιακαὶ παθήσεις πλήττουν ὁλονὲν καὶ περισσότερον τοὺς νεωτέρους εἰς ὅλας τὰς χώρας τοῦ κόσμου. bbox=[305, 831, 589, 890]
mid-col-a-3 bbox=[606, 812, 775, 966]
headline-indian-parliament: ΤΟ ΙΝΔΙΚΟΝ ΚΟΙΝΟΒΟΥΛΙΟΝ ΔΙΑ ΣΥΝΤΟΜΟΥ ΨΗΦΟΦΟΡΙΑΣ ΕΝΕΚΡΙΝΕ ΤΗΝ ΙΔΡΥΣΙΝ ΚΑΙ ΜΙΑΣ ΑΚΟΜΗ ΠΟΛΙΤΕΙΑΣ bbox=[1290, 707, 1561, 775]
headline-anniversary-program: ΤΟ ΠΡΟΓΡΑΜΜΑ ΤΟΥ ΤΡΙΗΜΕΡΟΥ ΕΟΡΤΑΣΜΟΥ ΤΗΣ ΔΕΥΤΕΡΑΣ ΕΠΕΤΕΙΟΥ ΤΗΣ 21ΗΣ ΑΠΡΙΛΙΟΥ bbox=[626, 336, 937, 399]
headline-kaftantzogleion: ΜΕΓΑΛΑΙ ΕΚΔΗΛΩΣΕΙΣ ΕΙΣ ΚΑΥΤΑΝΤΖΟΓΛΕΙΟΝ bbox=[660, 407, 904, 449]
